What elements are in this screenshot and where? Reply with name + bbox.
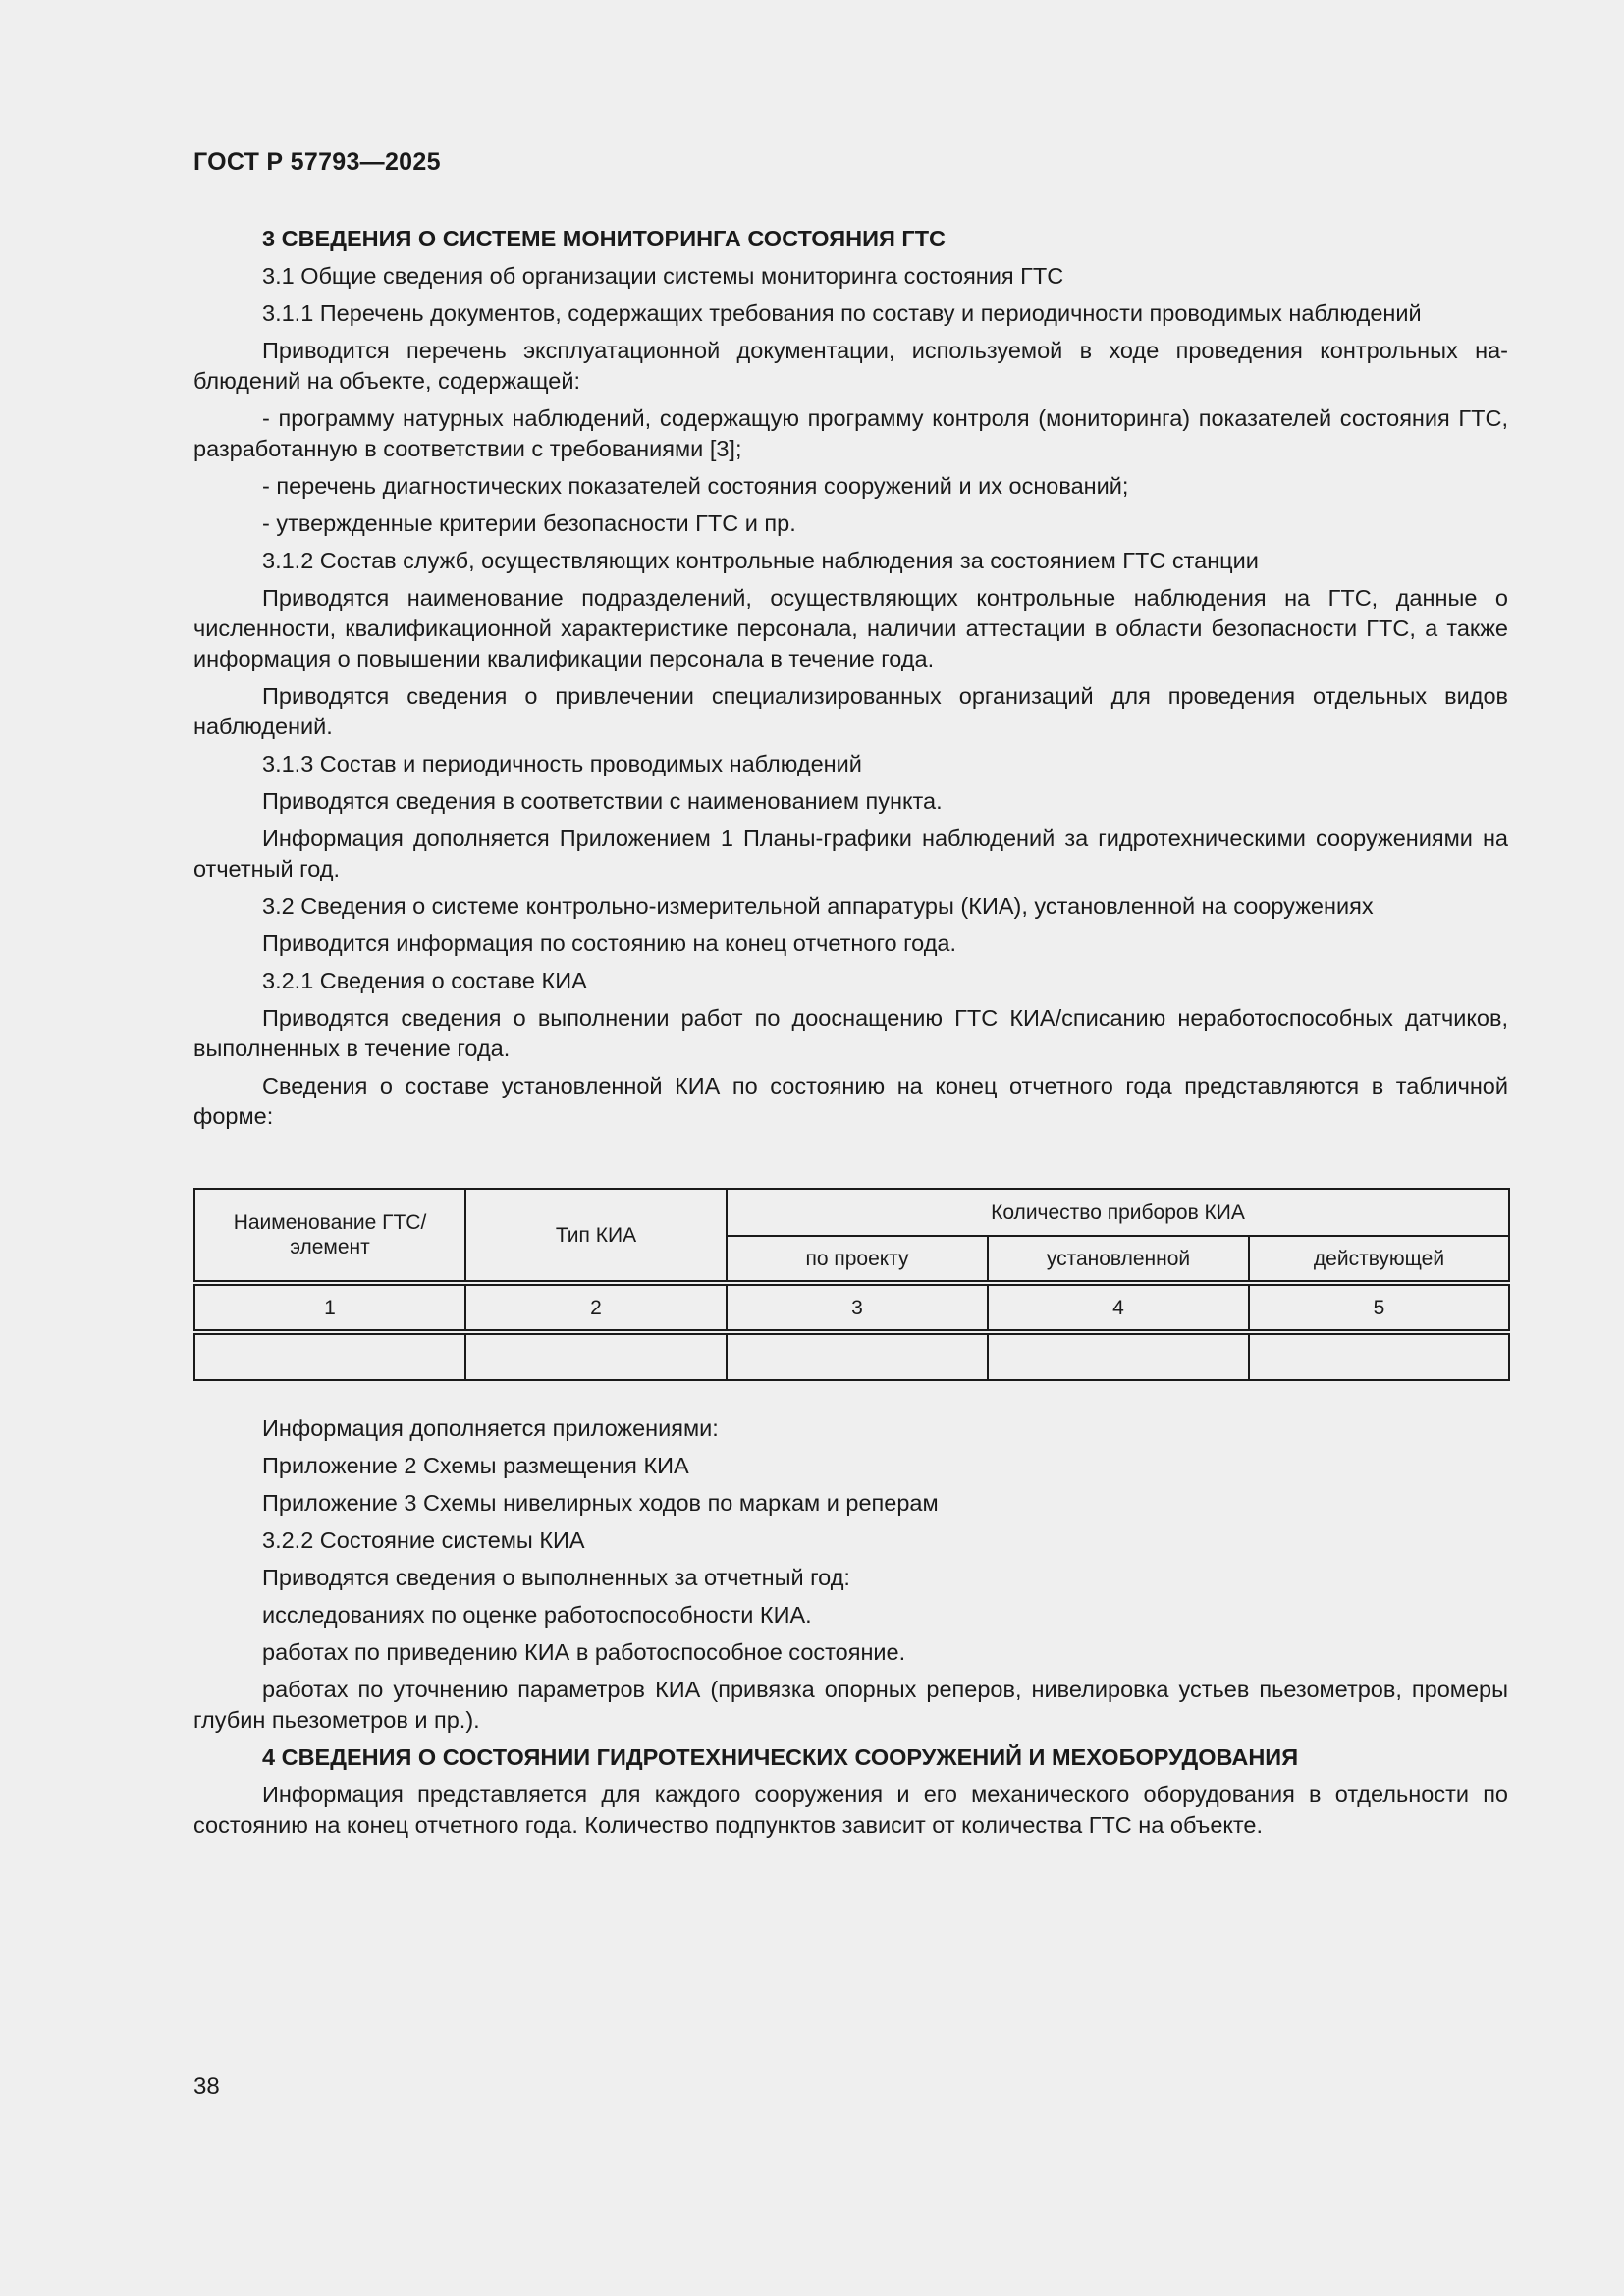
- paragraph: исследованиях по оценке работоспособности КИА.: [262, 1602, 812, 1628]
- paragraph: Сведения о составе установленной КИА по состоянию на конец отчетного года представляются в табличной форме:: [193, 1073, 1508, 1129]
- column-number: 4: [988, 1283, 1249, 1332]
- column-number: 5: [1249, 1283, 1509, 1332]
- paragraph: Приводится перечень эксплуатационной документации, используемой в ходе проведения контрольных наблюдений на объекте, содержащей:: [193, 338, 1508, 394]
- col-header-by-project: по проекту: [727, 1236, 988, 1283]
- paragraph: 3.1.3 Состав и периодичность проводимых наблюдений: [262, 751, 862, 776]
- paragraph: Информация дополняется Приложением 1 Планы-графики наблюдений за гидротехническими сооружениями на отчетный год.: [193, 826, 1508, 881]
- paragraph: - утвержденные критерии безопасности ГТС и пр.: [262, 510, 796, 536]
- col-header-kia-type: Тип КИА: [465, 1189, 727, 1283]
- paragraph: 3.1 Общие сведения об организации системы мониторинга состояния ГТС: [262, 263, 1064, 289]
- paragraph: работах по приведению КИА в работоспособное состояние.: [262, 1639, 906, 1665]
- table-cell: [1249, 1332, 1509, 1380]
- col-header-installed: установленной: [988, 1236, 1249, 1283]
- column-number: 1: [194, 1283, 465, 1332]
- table-cell: [727, 1332, 988, 1380]
- paragraph: 3.1.1 Перечень документов, содержащих требования по составу и периодичности проводимых наблюдений: [262, 300, 1422, 326]
- paragraph: 3.1.2 Состав служб, осуществляющих контрольные наблюдения за состоянием ГТС станции: [262, 548, 1259, 573]
- section-3-text: [193, 224, 1508, 1139]
- col-header-operating: действующей: [1249, 1236, 1509, 1283]
- section-heading: 3 СВЕДЕНИЯ О СИСТЕМЕ МОНИТОРИНГА СОСТОЯНИЯ ГТС: [262, 226, 947, 251]
- empty-data-row: [194, 1332, 1509, 1380]
- paragraph: Приводятся сведения о выполненных за отчетный год:: [262, 1565, 850, 1590]
- paragraph: 3.2.1 Сведения о составе КИА: [262, 968, 587, 993]
- paragraph: Информация представляется для каждого сооружения и его механического оборудования в отдельности по состоянию на конец отчетного года. Количество подпунктов зависит от количества ГТС на объекте.: [193, 1782, 1508, 1838]
- col-header-gts-element: Наименование ГТС/элемент: [194, 1189, 465, 1283]
- paragraph: Приводятся сведения о привлечении специализированных организаций для проведения отдельных видов наблюдений.: [193, 683, 1508, 739]
- table-cell: [465, 1332, 727, 1380]
- paragraph: 3.2 Сведения о системе контрольно-измерительной аппаратуры (КИА), установленной на сооружениях: [262, 893, 1374, 919]
- paragraph: Приложение 3 Схемы нивелирных ходов по маркам и реперам: [262, 1490, 939, 1516]
- paragraph: Информация дополняется приложениями:: [262, 1415, 719, 1441]
- paragraph: Приводятся наименование подразделений, осуществляющих контрольные наблюдения на ГТС, данные о численности, квалификационной характеристике персонала, наличии аттестации в области безопасности ГТС, а также информация о повышении квалификации персонала в течение года.: [193, 585, 1508, 671]
- column-number: 2: [465, 1283, 727, 1332]
- paragraph: Приводятся сведения о выполнении работ по дооснащению ГТС КИА/списанию неработоспособных датчиков, выполненных в течение года.: [193, 1005, 1508, 1061]
- section-3-continued-and-4-text: [193, 1414, 1508, 1847]
- paragraph: - перечень диагностических показателей состояния сооружений и их оснований;: [262, 473, 1129, 499]
- table-cell: [194, 1332, 465, 1380]
- paragraph: - программу натурных наблюдений, содержащую программу контроля (мониторинга) показателей состояния ГТС, разработанную в соответствии с требованиями [3];: [193, 405, 1508, 461]
- kia-composition-table: [193, 1188, 1510, 1381]
- page-number: 38: [193, 2073, 220, 2100]
- paragraph: Приложение 2 Схемы размещения КИА: [262, 1453, 689, 1478]
- section-heading: 4 СВЕДЕНИЯ О СОСТОЯНИИ ГИДРОТЕХНИЧЕСКИХ СООРУЖЕНИЙ И МЕХОБОРУДОВАНИЯ: [262, 1744, 1299, 1770]
- paragraph: Приводятся сведения в соответствии с наименованием пункта.: [262, 788, 943, 814]
- table-cell: [988, 1332, 1249, 1380]
- column-numbers-row: [194, 1283, 1509, 1332]
- document-code-header: ГОСТ Р 57793—2025: [193, 148, 441, 176]
- kia-table-block: [193, 1188, 1508, 1381]
- paragraph: Приводится информация по состоянию на конец отчетного года.: [262, 931, 957, 956]
- paragraph: 3.2.2 Состояние системы КИА: [262, 1527, 585, 1553]
- col-header-kia-count-group: Количество приборов КИА: [727, 1189, 1509, 1236]
- column-number: 3: [727, 1283, 988, 1332]
- paragraph: работах по уточнению параметров КИА (привязка опорных реперов, нивелировка устьев пьезометров, промеры глубин пьезометров и пр.).: [193, 1677, 1508, 1733]
